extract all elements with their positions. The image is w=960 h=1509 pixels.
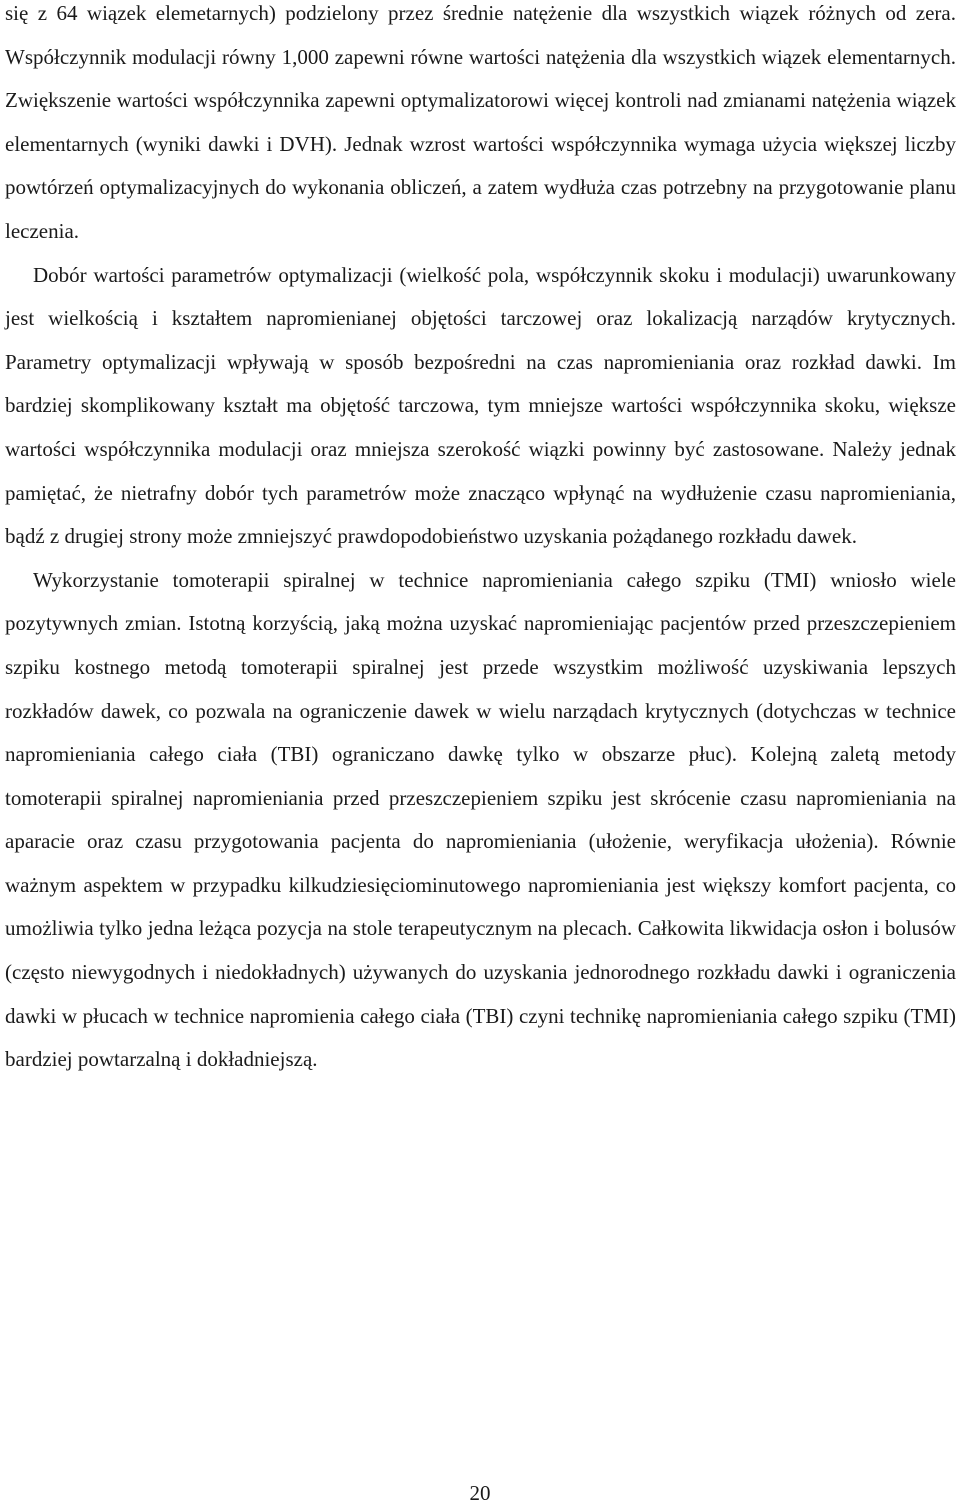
paragraph-tmi-benefits: Wykorzystanie tomoterapii spiralnej w technice napromieniania całego szpiku (TMI) wniosło wiele pozytywnych zmian. Istotną korzyścią, jaką można uzyskać napromieniając pacjentów przed przeszczepieniem szpiku kostnego metodą tomoterapii spiralnej jest przede wszystkim możliwość uzyskiwania lepszych rozkładów dawek, co pozwala na ograniczenie dawek w wielu narządach krytycznych (dotychczas w technice napromieniania całego ciała (TBI) ograniczano dawkę tylko w obszarze płuc). Kolejną zaletą metody tomoterapii spiralnej napromieniania przed przeszczepieniem szpiku jest skrócenie czasu napromieniania na aparacie oraz czasu przygotowania pacjenta do napromieniania (ułożenie, weryfikacja ułożenia). Równie ważnym aspektem w przypadku kilkudziesięciominutowego napromieniania jest większy komfort pacjenta, co umożliwia tylko jedna leżąca pozycja na stole terapeutycznym na plecach. Całkowita likwidacja osłon i bolusów (często niewygodnych i niedokładnych) używanych do uzyskania jednorodnego rozkładu dawki i ograniczenia dawki w płucach w technice napromienia całego ciała (TBI) czyni technikę napromieniania całego szpiku (TMI) bardziej powtarzalną i dokładniejszą.	[5, 567, 956, 1072]
page-number: 20	[469, 1481, 491, 1505]
document-page	[5, 0, 956, 1082]
paragraph-continued: się z 64 wiązek elemetarnych) podzielony przez średnie natężenie dla wszystkich wiązek różnych od zera. Współczynnik modulacji równy 1,000 zapewni równe wartości natężenia dla wszystkich wiązek elementarnych. Zwiększenie wartości współczynnika zapewni optymalizatorowi więcej kontroli nad zmianami natężenia wiązek elementarnych (wyniki dawki i DVH). Jednak wzrost wartości współczynnika wymaga użycia większej liczby powtórzeń optymalizacyjnych do wykonania obliczeń, a zatem wydłuża czas potrzebny na przygotowanie planu leczenia.	[5, 1, 956, 243]
paragraph-optimization-parameters: Dobór wartości parametrów optymalizacji (wielkość pola, współczynnik skoku i modulacji) uwarunkowany jest wielkością i kształtem napromienianej objętości tarczowej oraz lokalizacją narządów krytycznych. Parametry optymalizacji wpływają w sposób bezpośredni na czas napromieniania oraz rozkład dawki. Im bardziej skomplikowany kształt ma objętość tarczowa, tym mniejsze wartości współczynnika skoku, większe wartości współczynnika modulacji oraz mniejsza szerokość wiązki powinny być zastosowane. Należy jednak pamiętać, że nietrafny dobór tych parametrów może znacząco wpłynąć na wydłużenie czasu napromieniania, bądź z drugiej strony może zmniejszyć prawdopodobieństwo uzyskania pożądanego rozkładu dawek.	[5, 262, 956, 549]
